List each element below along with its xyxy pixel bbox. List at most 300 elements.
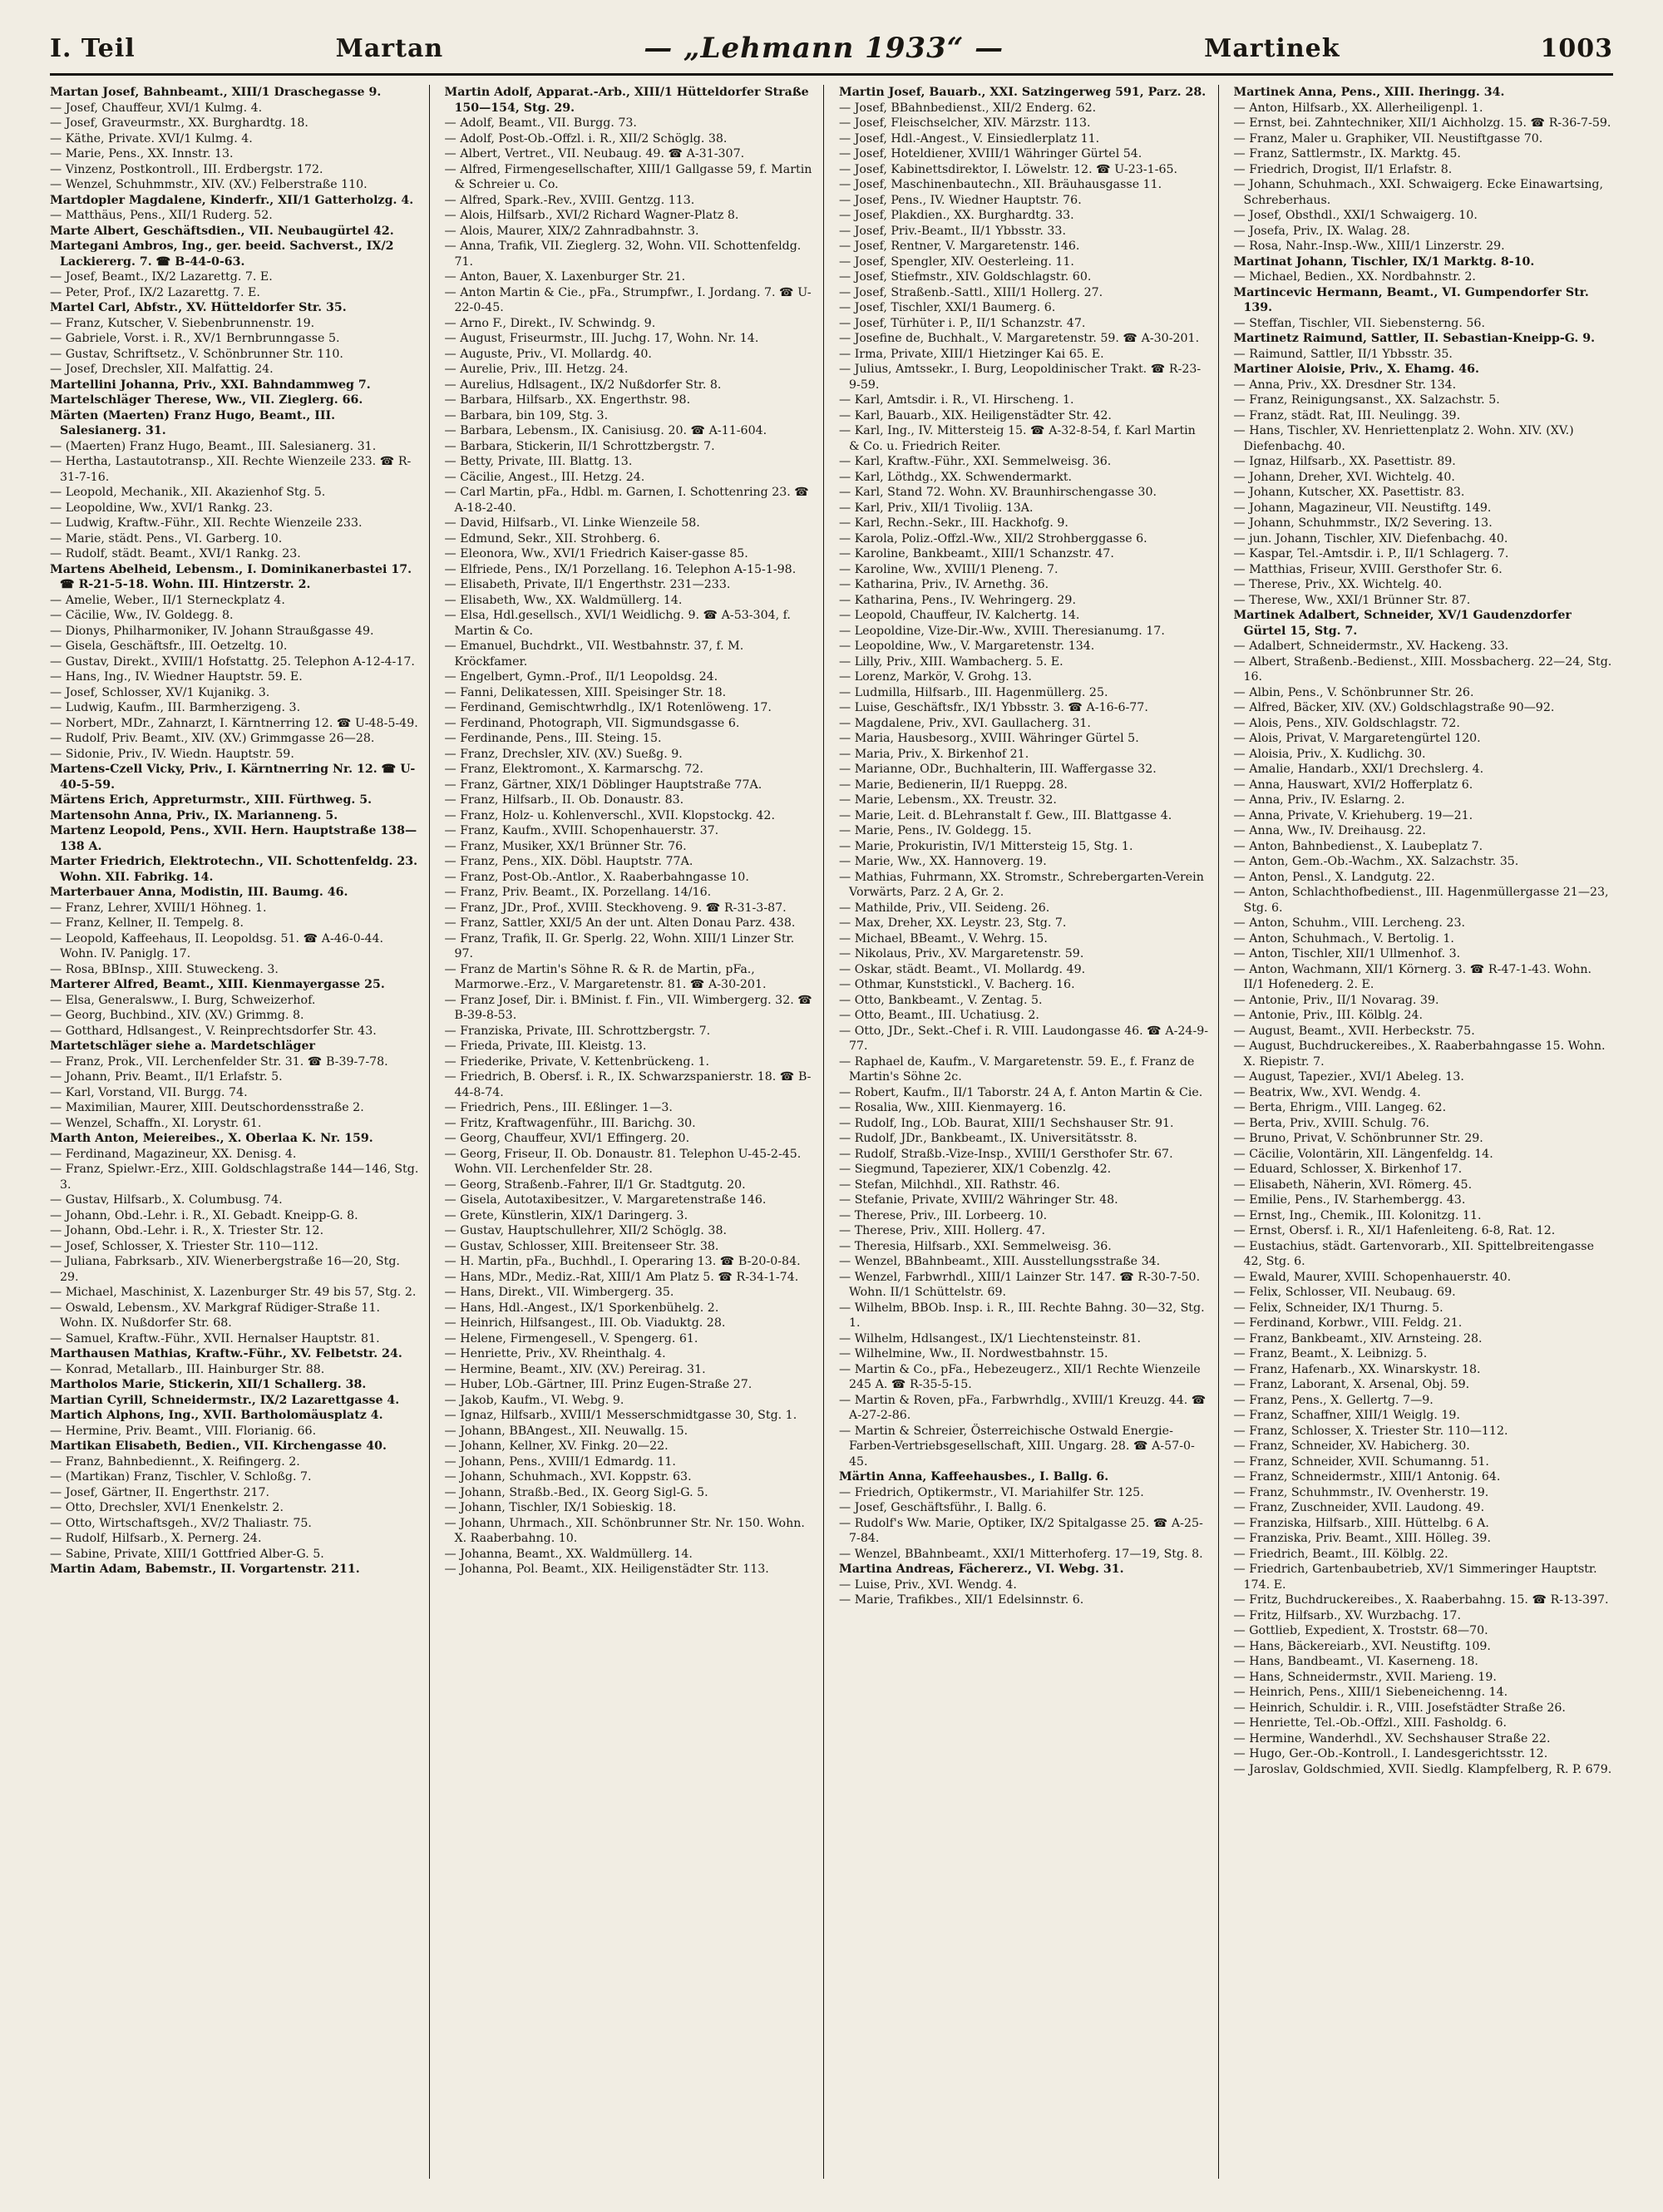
directory-entry: — Hermine, Wanderhdl., XV. Sechshauser Straße 22. — [1233, 1731, 1551, 1745]
directory-entry: Martens Abelheid, Lebensm., I. Dominikanerbastei 17. ☎ R-21-5-18. Wohn. III. Hintzerstr. 2. — [50, 562, 412, 591]
directory-entry: Märtin Anna, Kaffeehausbes., I. Ballg. 6. — [839, 1470, 1109, 1484]
directory-entry: — Franz Josef, Dir. i. BMinist. f. Fin., VII. Wimbergerg. 32. ☎ B-39-8-53. — [444, 993, 812, 1022]
directory-entry: — Josef, Stiefmstr., XIV. Goldschlagstr. 60. — [839, 270, 1092, 284]
directory-entry: — Johann, Obd.-Lehr. i. R., XI. Gebadt. Kneipp-G. 8. — [50, 1208, 358, 1222]
directory-entry: — Josef, Geschäftsführ., I. Ballg. 6. — [839, 1501, 1047, 1514]
directory-entry: — Anton, Bauer, X. Laxenburger Str. 21. — [444, 270, 686, 284]
directory-entry: — Franz, städt. Rat, III. Neulingg. 39. — [1233, 408, 1461, 422]
directory-entry: — Auguste, Priv., VI. Mollardg. 40. — [444, 347, 652, 361]
directory-entry: — Gabriele, Vorst. i. R., XV/1 Bernbrunngasse 5. — [50, 332, 340, 345]
directory-entry: — Karl, Ing., IV. Mittersteig 15. ☎ A-32-8-54, f. Karl Martin & Co. u. Friedrich Reiter. — [839, 424, 1196, 453]
directory-entry: Märten (Maerten) Franz Hugo, Beamt., III. Salesianerg. 31. — [50, 408, 336, 437]
directory-entry: — Wenzel, Farbwrhdl., XIII/1 Lainzer Str. 147. ☎ R-30-7-50. Wohn. II/1 Schüttelstr. 69. — [839, 1270, 1201, 1299]
left-running-head: Martan — [335, 33, 444, 63]
directory-entry: Marthausen Mathias, Kraftw.-Führ., XV. Felbetstr. 24. — [50, 1347, 402, 1360]
directory-entry: — Barbara, Stickerin, II/1 Schrottzbergstr. 7. — [444, 439, 715, 453]
column-2 — [445, 85, 825, 2179]
directory-entry: — Luise, Geschäftsfr., IX/1 Ybbsstr. 3. ☎ A-16-6-77. — [839, 701, 1148, 714]
directory-entry: — Franz, Drechsler, XIV. (XV.) Sueßg. 9. — [444, 747, 683, 761]
directory-entry: — Grete, Künstlerin, XIX/1 Daringerg. 3. — [444, 1208, 688, 1222]
directory-entry: — Matthäus, Pens., XII/1 Ruderg. 52. — [50, 209, 273, 222]
directory-entry: — Friedrich, Drogist, II/1 Erlafstr. 8. — [1233, 162, 1453, 176]
directory-entry: — Leopold, Mechanik., XII. Akazienhof Stg. 5. — [50, 486, 326, 499]
directory-entry: — Martin & Co., pFa., Hebezeugerz., XII/1 Rechte Wienzeile 245 A. ☎ R-35-5-15. — [839, 1362, 1201, 1391]
directory-entry: — Wilhelmine, Ww., II. Nordwestbahnstr. 15. — [839, 1347, 1108, 1360]
directory-entry: — Gisela, Geschäftsfr., III. Oetzeltg. 10. — [50, 639, 288, 653]
directory-entry: — Cäcilie, Angest., III. Hetzg. 24. — [444, 470, 645, 484]
directory-entry: — Wenzel, Schuhmmstr., XIV. (XV.) Felberstraße 110. — [50, 178, 368, 191]
directory-entry: — Josef, Schlosser, X. Triester Str. 110—112. — [50, 1239, 318, 1253]
directory-entry: — Julius, Amtssekr., I. Burg, Leopoldinischer Trakt. ☎ R-23-9-59. — [839, 363, 1202, 392]
directory-entry: — Henriette, Priv., XV. Rheinthalg. 4. — [444, 1347, 666, 1360]
directory-entry: — Dionys, Philharmoniker, IV. Johann Straußgasse 49. — [50, 624, 374, 638]
directory-entry: — Fanni, Delikatessen, XIII. Speisinger Str. 18. — [444, 685, 727, 699]
directory-entry: — Albert, Vertret., VII. Neubaug. 49. ☎ A-31-307. — [444, 147, 745, 160]
directory-entry: — Franz, Lehrer, XVIII/1 Höhneg. 1. — [50, 901, 267, 915]
directory-entry: — Therese, Priv., XX. Wichtelg. 40. — [1233, 578, 1443, 591]
directory-entry: — (Martikan) Franz, Tischler, V. Schloßg. 7. — [50, 1470, 312, 1484]
directory-entry: — Jaroslav, Goldschmied, XVII. Siedlg. Klampfelberg, R. P. 679. — [1233, 1762, 1612, 1776]
directory-entry: — Josefa, Priv., IX. Walag. 28. — [1233, 224, 1410, 238]
directory-entry: — Vinzenz, Postkontroll., III. Erdbergstr. 172. — [50, 162, 323, 176]
directory-entry: — Franz, Schneidermstr., XIII/1 Antonig. 64. — [1233, 1470, 1501, 1484]
directory-entry: — Marie, Bedienerin, II/1 Rueppg. 28. — [839, 778, 1068, 792]
directory-entry: — Oswald, Lebensm., XV. Markgraf Rüdiger-Straße 11. Wohn. IX. Nußdorfer Str. 68. — [50, 1301, 380, 1330]
directory-entry: — (Maerten) Franz Hugo, Beamt., III. Salesianerg. 31. — [50, 439, 377, 453]
directory-entry: — Wilhelm, Hdlsangest., IX/1 Liechtensteinstr. 81. — [839, 1331, 1142, 1345]
directory-entry: — Anton, Pensl., X. Landgutg. 22. — [1233, 870, 1435, 884]
directory-entry: — Josef, Straßenb.-Sattl., XIII/1 Hollerg. 27. — [839, 285, 1103, 299]
directory-entry: — Franz, Schaffner, XIII/1 Weiglg. 19. — [1233, 1409, 1460, 1422]
directory-entry: — Anton, Tischler, XII/1 Ullmenhof. 3. — [1233, 947, 1461, 960]
directory-entry: Martincevic Hermann, Beamt., VI. Gumpendorfer Str. 139. — [1233, 285, 1589, 314]
directory-entry: — Karl, Vorstand, VII. Burgg. 74. — [50, 1085, 248, 1099]
directory-entry: — Franziska, Priv. Beamt., XIII. Hölleg. 39. — [1233, 1532, 1491, 1545]
directory-entry: — Albin, Pens., V. Schönbrunner Str. 26. — [1233, 685, 1474, 699]
directory-entry: — Steffan, Tischler, VII. Siebensterng. 56. — [1233, 316, 1485, 330]
directory-entry: Martikan Elisabeth, Bedien., VII. Kirchengasse 40. — [50, 1439, 387, 1453]
directory-entry: — Emilie, Pens., IV. Starhembergg. 43. — [1233, 1193, 1466, 1207]
directory-entry: — Max, Dreher, XX. Leystr. 23, Stg. 7. — [839, 916, 1067, 930]
directory-entry: — Adalbert, Schneidermstr., XV. Hackeng. 33. — [1233, 639, 1509, 653]
directory-entry: — H. Martin, pFa., Buchhdl., I. Operaring 13. ☎ B-20-0-84. — [444, 1255, 801, 1268]
directory-entry: — Franz de Martin's Söhne R. & R. de Martin, pFa., Marmorwe.-Erz., V. Margaretenstr. 81. ☎ A-30-201. — [444, 962, 767, 991]
directory-entry: — Leopold, Kaffeehaus, II. Leopoldsg. 51. ☎ A-46-0-44. Wohn. IV. Paniglg. 17. — [50, 931, 384, 960]
directory-entry: — Antonie, Priv., II/1 Novarag. 39. — [1233, 993, 1439, 1007]
directory-entry: — Martin & Roven, pFa., Farbwrhdlg., XVIII/1 Kreuzg. 44. ☎ A-27-2-86. — [839, 1393, 1207, 1422]
directory-entry: — Lorenz, Markör, V. Grohg. 13. — [839, 670, 1032, 684]
directory-entry: — Fritz, Buchdruckereibes., X. Raaberbahng. 15. ☎ R-13-397. — [1233, 1593, 1609, 1607]
directory-entry: — Eustachius, städt. Gartenvorarb., XII. Spittelbreitengasse 42, Stg. 6. — [1233, 1239, 1594, 1268]
directory-entry: — August, Beamt., XVII. Herbeckstr. 75. — [1233, 1024, 1475, 1038]
directory-entry: — Ludmilla, Hilfsarb., III. Hagenmüllerg. 25. — [839, 685, 1108, 699]
directory-entry: — Edmund, Sekr., XII. Strohberg. 6. — [444, 531, 661, 546]
directory-entry: Martel Carl, Abfstr., XV. Hütteldorfer Str. 35. — [50, 301, 347, 314]
directory-entry: — Kaspar, Tel.-Amtsdir. i. P., II/1 Schlagerg. 7. — [1233, 547, 1509, 560]
directory-entry: Martensohn Anna, Priv., IX. Marianneng. 5. — [50, 808, 338, 822]
directory-entry: — Sabine, Private, XIII/1 Gottfried Alber-G. 5. — [50, 1547, 324, 1561]
directory-entry: — Aloisia, Priv., X. Kudlichg. 30. — [1233, 747, 1426, 761]
directory-entry: — Franz, Reinigungsanst., XX. Salzachstr. 5. — [1233, 393, 1500, 407]
directory-entry: — Anton, Hilfsarb., XX. Allerheiligenpl. 1. — [1233, 101, 1483, 115]
directory-entry: — Peter, Prof., IX/2 Lazarettg. 7. E. — [50, 285, 260, 299]
directory-entry: Martinat Johann, Tischler, IX/1 Marktg. 8-10. — [1233, 254, 1535, 269]
directory-entry: — Franz, Laborant, X. Arsenal, Obj. 59. — [1233, 1378, 1470, 1391]
directory-entry: — Felix, Schlosser, VII. Neubaug. 69. — [1233, 1286, 1456, 1299]
directory-entry: — Michael, BBeamt., V. Wehrg. 15. — [839, 931, 1048, 946]
directory-entry: — Helene, Firmengesell., V. Spengerg. 61. — [444, 1331, 698, 1345]
page-header — [50, 23, 1613, 76]
directory-entry: Martiner Aloisie, Priv., X. Ehamg. 46. — [1233, 363, 1479, 376]
directory-entry: — Otto, JDr., Sekt.-Chef i. R. VIII. Laudongasse 46. ☎ A-24-9-77. — [839, 1024, 1209, 1053]
directory-entry: — Adolf, Beamt., VII. Burgg. 73. — [444, 116, 637, 130]
directory-entry: — Johann, Uhrmach., XII. Schönbrunner Str. Nr. 150. Wohn. X. Raaberbahng. 10. — [444, 1516, 805, 1545]
directory-entry: — Johann, Schuhmmstr., IX/2 Severing. 13. — [1233, 516, 1493, 530]
directory-entry: — Marie, Leit. d. BLehranstalt f. Gew., III. Blattgasse 4. — [839, 808, 1172, 822]
directory-entry: — Johann, Kutscher, XX. Pasettistr. 83. — [1233, 486, 1465, 499]
directory-entry: — Karl, Kraftw.-Führ., XXI. Semmelweisg. 36. — [839, 455, 1112, 468]
directory-entry: — Otto, Wirtschaftsgeh., XV/2 Thaliastr. 75. — [50, 1516, 312, 1530]
directory-entry: Martetschläger siehe a. Mardetschläger — [50, 1039, 315, 1053]
directory-entry: — Franz, Schneider, XV. Habicherg. 30. — [1233, 1439, 1470, 1453]
directory-entry: — Rudolf, JDr., Bankbeamt., IX. Universitätsstr. 8. — [839, 1132, 1137, 1145]
directory-entry: Martinetz Raimund, Sattler, II. Sebastian-Kneipp-G. 9. — [1233, 332, 1596, 345]
directory-entry: — Hans, Ing., IV. Wiedner Hauptstr. 59. E. — [50, 670, 303, 684]
directory-entry: — Leopoldine, Ww., V. Margaretenstr. 134. — [839, 639, 1095, 653]
directory-entry: — Elisabeth, Näherin, XVI. Römerg. 45. — [1233, 1178, 1473, 1192]
directory-entry: — Karl, Löthdg., XX. Schwendermarkt. — [839, 470, 1073, 484]
directory-entry: — Henriette, Tel.-Ob.-Offzl., XIII. Fasholdg. 6. — [1233, 1716, 1507, 1730]
directory-entry: — Josef, Fleischselcher, XIV. Märzstr. 113. — [839, 116, 1091, 130]
directory-entry: — Gustav, Schlosser, XIII. Breitenseer Str. 38. — [444, 1239, 719, 1253]
directory-entry: — Johanna, Pol. Beamt., XIX. Heiligenstädter Str. 113. — [444, 1563, 769, 1576]
directory-entry: Martegani Ambros, Ing., ger. beeid. Sachverst., IX/2 Lackiererg. 7. ☎ B-44-0-63. — [50, 239, 394, 269]
directory-entry: — Johann, Dreher, XVI. Wichtelg. 40. — [1233, 470, 1455, 484]
directory-entry: — Johann, Pens., XVIII/1 Edmardg. 11. — [444, 1454, 676, 1469]
directory-entry: — Jakob, Kaufm., VI. Webg. 9. — [444, 1393, 624, 1407]
directory-entry: — Wenzel, Schaffn., XI. Lorystr. 61. — [50, 1116, 262, 1130]
section-label: I. Teil — [50, 33, 136, 63]
directory-entry: — Engelbert, Gymn.-Prof., II/1 Leopoldsg. 24. — [444, 670, 718, 684]
directory-entry: — Ignaz, Hilfsarb., XX. Pasettistr. 89. — [1233, 455, 1456, 468]
directory-entry: — Martin & Schreier, Österreichische Ostwald Energie-Farben-Vertriebsgesellschaft, XIII. Ungarg. 28. ☎ A-57-0-45. — [839, 1424, 1195, 1469]
directory-entry: — Barbara, Hilfsarb., XX. Engerthstr. 98. — [444, 393, 691, 407]
directory-entry: — Marie, Ww., XX. Hannoverg. 19. — [839, 855, 1047, 868]
directory-entry: — Karl, Bauarb., XIX. Heiligenstädter Str. 42. — [839, 408, 1112, 422]
directory-entry: Martin Josef, Bauarb., XXI. Satzingerweg 591, Parz. 28. — [839, 86, 1207, 99]
directory-entry: — Marie, Lebensm., XX. Treustr. 32. — [839, 793, 1057, 807]
directory-entry: — Josef, Tischler, XXI/1 Baumerg. 6. — [839, 301, 1056, 314]
directory-entry: — Anna, Priv., IV. Eslarng. 2. — [1233, 793, 1405, 807]
directory-entry: — Franz, Schneider, XVII. Schumanng. 51. — [1233, 1454, 1489, 1469]
directory-entry: — Josef, Kabinettsdirektor, I. Löwelstr. 12. ☎ U-23-1-65. — [839, 162, 1178, 176]
directory-entry: — Franz, Bankbeamt., XIV. Arnsteing. 28. — [1233, 1331, 1483, 1345]
directory-entry: — Johann, Priv. Beamt., II/1 Erlafstr. 5. — [50, 1070, 283, 1084]
directory-entry: — Hugo, Ger.-Ob.-Kontroll., I. Landesgerichtsstr. 12. — [1233, 1747, 1548, 1760]
directory-entry: — Robert, Kaufm., II/1 Taborstr. 24 A, f. Anton Martin & Cie. — [839, 1085, 1203, 1099]
directory-entry: — Alfred, Bäcker, XIV. (XV.) Goldschlagstraße 90—92. — [1233, 701, 1555, 714]
directory-entry: — Karl, Rechn.-Sekr., III. Hackhofg. 9. — [839, 516, 1068, 530]
directory-entry: — Johann, BBAngest., XII. Neuwallg. 15. — [444, 1424, 688, 1438]
directory-entry: — Nikolaus, Priv., XV. Margaretenstr. 59. — [839, 947, 1084, 960]
directory-entry: — Hans, Bäckereiarb., XVI. Neustiftg. 109. — [1233, 1639, 1491, 1653]
directory-entry: — Alfred, Firmengesellschafter, XIII/1 Gallgasse 59, f. Martin & Schreier u. Co. — [444, 162, 812, 191]
directory-entry: — Hans, Schneidermstr., XVII. Marieng. 19. — [1233, 1670, 1497, 1684]
directory-entry: — Josef, Graveurmstr., XX. Burghardtg. 18. — [50, 116, 308, 130]
directory-entry: — Karl, Priv., XII/1 Tivoliig. 13A. — [839, 501, 1034, 515]
directory-entry: — Käthe, Private. XVI/1 Kulmg. 4. — [50, 131, 253, 146]
directory-entry: — Hans, Bandbeamt., VI. Kaserneng. 18. — [1233, 1655, 1478, 1668]
directory-entry: — Oskar, städt. Beamt., VI. Mollardg. 49. — [839, 962, 1086, 976]
directory-entry: — Marie, Trafikbes., XII/1 Edelsinnstr. 6. — [839, 1593, 1084, 1607]
directory-entry: — Katharina, Priv., IV. Arnethg. 36. — [839, 578, 1049, 591]
directory-entry: Martellini Johanna, Priv., XXI. Bahndammweg 7. — [50, 378, 371, 392]
directory-entry: — Eleonora, Ww., XVI/1 Friedrich Kaiser-gasse 85. — [444, 547, 748, 560]
directory-entry: — Karoline, Bankbeamt., XIII/1 Schanzstr. 47. — [839, 547, 1114, 560]
directory-entry: — Franz, Hilfsarb., II. Ob. Donaustr. 83. — [444, 793, 684, 807]
directory-entry: — Fritz, Hilfsarb., XV. Wurzbachg. 17. — [1233, 1608, 1461, 1622]
directory-entry: — Aurelius, Hdlsagent., IX/2 Nußdorfer Str. 8. — [444, 378, 722, 392]
directory-entry: — Franz, Bahnbediennt., X. Reifingerg. 2. — [50, 1454, 300, 1469]
directory-entry: — Franziska, Hilfsarb., XIII. Hüttelbg. 6 A. — [1233, 1516, 1489, 1530]
directory-entry: — Anton, Schuhmach., V. Bertolig. 1. — [1233, 931, 1454, 946]
directory-entry: — Cäcilie, Ww., IV. Goldegg. 8. — [50, 609, 234, 622]
directory-entry: — Otto, Drechsler, XVI/1 Enenkelstr. 2. — [50, 1501, 284, 1514]
directory-entry: — Amelie, Weber., II/1 Sterneckplatz 4. — [50, 593, 285, 607]
directory-entry: — Leopold, Chauffeur, IV. Kalchertg. 14. — [839, 609, 1080, 622]
directory-entry: — Elfriede, Pens., IX/1 Porzellang. 16. Telephon A-15-1-98. — [444, 562, 797, 576]
directory-entry: — Franz, Hafenarb., XX. Winarskystr. 18. — [1233, 1362, 1481, 1376]
directory-entry: — Johann, Kellner, XV. Finkg. 20—22. — [444, 1439, 669, 1453]
directory-entry: Martinek Adalbert, Schneider, XV/1 Gaudenzdorfer Gürtel 15, Stg. 7. — [1233, 609, 1572, 638]
directory-entry: — Carl Martin, pFa., Hdbl. m. Garnen, I. Schottenring 23. ☎ A-18-2-40. — [444, 486, 809, 515]
directory-entry: — Josef, Hdl.-Angest., V. Einsiedlerplatz 11. — [839, 131, 1100, 146]
directory-entry: — Georg, Buchbind., XIV. (XV.) Grimmg. 8. — [50, 1009, 304, 1022]
directory-entry: — Franz, Kaufm., XVIII. Schopenhauerstr. 37. — [444, 824, 719, 837]
directory-entry: — Franz, Pens., XIX. Döbl. Hauptstr. 77A. — [444, 855, 693, 868]
directory-entry: — August, Tapezier., XVI/1 Abeleg. 13. — [1233, 1070, 1464, 1084]
directory-entry: — Therese, Ww., XXI/1 Brünner Str. 87. — [1233, 593, 1471, 607]
directory-entry: — Josef, Chauffeur, XVI/1 Kulmg. 4. — [50, 101, 263, 115]
directory-entry: — Beatrix, Ww., XVI. Wendg. 4. — [1233, 1085, 1421, 1099]
directory-entry: Martinek Anna, Pens., XIII. Iheringg. 34. — [1233, 86, 1505, 99]
directory-entry: — Amalie, Handarb., XXI/1 Drechslerg. 4. — [1233, 763, 1484, 776]
directory-entry: — Marie, Pens., IV. Goldegg. 15. — [839, 824, 1032, 837]
directory-entry: — Josef, Schlosser, XV/1 Kujanikg. 3. — [50, 685, 270, 699]
directory-entry: — Anna, Trafik, VII. Zieglerg. 32, Wohn. VII. Schottenfeldg. 71. — [444, 239, 802, 269]
directory-entry: Marth Anton, Meiereibes., X. Oberlaa K. Nr. 159. — [50, 1132, 373, 1145]
directory-entry: — Mathias, Fuhrmann, XX. Stromstr., Schrebergarten-Verein Vorwärts, Parz. 2 A, Gr. 2. — [839, 870, 1204, 899]
directory-entry: — Katharina, Pens., IV. Wehringerg. 29. — [839, 593, 1076, 607]
directory-entry: — Rosalia, Ww., XIII. Kienmayerg. 16. — [839, 1101, 1067, 1114]
directory-entry: Martdopler Magdalene, Kinderfr., XII/1 Gatterholzg. 4. — [50, 193, 414, 207]
directory-entry: Martholos Marie, Stickerin, XII/1 Schallerg. 38. — [50, 1378, 367, 1391]
directory-entry: — Johann, Straßb.-Bed., IX. Georg Sigl-G. 5. — [444, 1485, 708, 1499]
directory-entry: — Lilly, Priv., XIII. Wambacherg. 5. E. — [839, 654, 1063, 669]
directory-entry: — Karoline, Ww., XVIII/1 Pleneng. 7. — [839, 562, 1058, 576]
directory-entry: — Norbert, MDr., Zahnarzt, I. Kärntnerring 12. ☎ U-48-5-49. — [50, 716, 418, 730]
directory-entry: — jun. Johann, Tischler, XIV. Diefenbachg. 40. — [1233, 531, 1508, 546]
directory-entry: — Josef, Obsthdl., XXI/1 Schwaigerg. 10. — [1233, 209, 1478, 222]
directory-entry: — Frieda, Private, III. Kleistg. 13. — [444, 1039, 647, 1053]
directory-entry: — Michael, Bedien., XX. Nordbahnstr. 2. — [1233, 270, 1476, 284]
directory-entry: — Rudolf, städt. Beamt., XVI/1 Rankg. 23. — [50, 547, 301, 560]
directory-entry: — Friedrich, B. Obersf. i. R., IX. Schwarzspanierstr. 18. ☎ B-44-8-74. — [444, 1070, 812, 1099]
directory-entry: — Franz, Pens., X. Gellertg. 7—9. — [1233, 1393, 1434, 1407]
directory-entry: — Anton, Schlachthofbedienst., III. Hagenmüllergasse 21—23, Stg. 6. — [1233, 886, 1609, 915]
directory-entry: — Ernst, Obersf. i. R., XI/1 Hafenleiteng. 6-8, Rat. 12. — [1233, 1224, 1556, 1237]
directory-entry: — Franz, Spielwr.-Erz., XIII. Goldschlagstraße 144—146, Stg. 3. — [50, 1163, 419, 1192]
column-1 — [50, 85, 430, 2179]
directory-entry: — Albert, Straßenb.-Bedienst., XIII. Mossbacherg. 22—24, Stg. 16. — [1233, 654, 1612, 684]
directory-entry: — Gustav, Schriftsetz., V. Schönbrunner Str. 110. — [50, 347, 343, 361]
directory-entry: — Marie, Pens., XX. Innstr. 13. — [50, 147, 234, 160]
directory-entry: — Elsa, Hdl.gesellsch., XVI/1 Weidlichg. 9. ☎ A-53-304, f. Martin & Co. — [444, 609, 791, 638]
directory-entry: — Franz, Beamt., X. Leibnizg. 5. — [1233, 1347, 1428, 1360]
directory-entry: — Rudolf, Straßb.-Vize-Insp., XVIII/1 Gersthofer Str. 67. — [839, 1147, 1173, 1161]
directory-entry: — Irma, Private, XIII/1 Hietzinger Kai 65. E. — [839, 347, 1104, 361]
directory-entry: — Ferdinande, Pens., III. Steing. 15. — [444, 732, 662, 745]
directory-entry: — Ferdinand, Magazineur, XX. Denisg. 4. — [50, 1147, 297, 1161]
directory-entry: — Gustav, Direkt., XVIII/1 Hofstattg. 25. Telephon A-12-4-17. — [50, 654, 415, 669]
directory-entry: — Marianne, ODr., Buchhalterin, III. Waffergasse 32. — [839, 763, 1157, 776]
directory-entry: — Magdalene, Priv., XVI. Gaullacherg. 31. — [839, 716, 1091, 730]
directory-entry: — Alois, Maurer, XIX/2 Zahnradbahnstr. 3. — [444, 224, 699, 238]
directory-entry: — Anna, Priv., XX. Dresdner Str. 134. — [1233, 378, 1457, 392]
directory-entry: Marterer Alfred, Beamt., XIII. Kienmayergasse 25. — [50, 978, 385, 991]
directory-entry: — Karl, Stand 72. Wohn. XV. Braunhirschengasse 30. — [839, 486, 1157, 499]
directory-entry: — Josef, Hoteldiener, XVIII/1 Währinger Gürtel 54. — [839, 147, 1142, 160]
directory-entry: — Marie, Prokuristin, IV/1 Mittersteig 15, Stg. 1. — [839, 839, 1133, 853]
directory-entry: — Ferdinand, Photograph, VII. Sigmundsgasse 6. — [444, 716, 740, 730]
directory-entry: — Rosa, BBInsp., XIII. Stuweckeng. 3. — [50, 962, 279, 976]
directory-entry: — Franziska, Private, III. Schrottzbergstr. 7. — [444, 1024, 711, 1038]
directory-entry: — Ewald, Maurer, XVIII. Schopenhauerstr. 40. — [1233, 1270, 1512, 1284]
column-3 — [839, 85, 1219, 2179]
directory-entry: — Josef, Rentner, V. Margaretenstr. 146. — [839, 239, 1080, 253]
directory-entry: — Heinrich, Schuldir. i. R., VIII. Josefstädter Straße 26. — [1233, 1701, 1566, 1715]
directory-entry: — Johann, Tischler, IX/1 Sobieskig. 18. — [444, 1501, 677, 1514]
directory-entry: — Friedrich, Gartenbaubetrieb, XV/1 Simmeringer Hauptstr. 174. E. — [1233, 1563, 1597, 1592]
directory-entry: — Samuel, Kraftw.-Führ., XVII. Hernalser Hauptstr. 81. — [50, 1331, 380, 1345]
directory-entry: — Franz, Kellner, II. Tempelg. 8. — [50, 916, 244, 930]
directory-entry: — Karola, Poliz.-Offzl.-Ww., XII/2 Strohberggasse 6. — [839, 531, 1147, 546]
directory-entry: — Alois, Pens., XIV. Goldschlagstr. 72. — [1233, 716, 1460, 730]
directory-entry: — Berta, Ehrigm., VIII. Langeg. 62. — [1233, 1101, 1447, 1114]
directory-entry: — Felix, Schneider, IX/1 Thurng. 5. — [1233, 1301, 1443, 1315]
directory-entry: — Othmar, Kunststickl., V. Bacherg. 16. — [839, 978, 1075, 991]
directory-entry: — Franz, Gärtner, XIX/1 Döblinger Hauptstraße 77A. — [444, 778, 762, 792]
directory-entry: — Cäcilie, Volontärin, XII. Längenfeldg. 14. — [1233, 1147, 1493, 1161]
directory-entry: — Stefanie, Private, XVIII/2 Währinger Str. 48. — [839, 1193, 1118, 1207]
directory-entry: — Franz, Post-Ob.-Antlor., X. Raaberbahngasse 10. — [444, 870, 749, 884]
directory-entry: — Wenzel, BBahnbeamt., XIII. Ausstellungsstraße 34. — [839, 1255, 1161, 1268]
directory-entry: — Hans, Hdl.-Angest., IX/1 Sporkenbühelg. 2. — [444, 1301, 719, 1315]
directory-entry: — Raphael de, Kaufm., V. Margaretenstr. 59. E., f. Franz de Martin's Söhne 2c. — [839, 1054, 1195, 1084]
directory-entry: — Hermine, Priv. Beamt., VIII. Florianig. 66. — [50, 1424, 317, 1438]
directory-entry: — Therese, Priv., XIII. Hollerg. 47. — [839, 1224, 1046, 1237]
directory-entry: — Elisabeth, Private, II/1 Engerthstr. 231—233. — [444, 578, 731, 591]
directory-entry: — Franz, Elektromont., X. Karmarschg. 72. — [444, 763, 703, 776]
directory-entry: — August, Friseurmstr., III. Juchg. 17, Wohn. Nr. 14. — [444, 332, 759, 345]
directory-entry: — Georg, Friseur, II. Ob. Donaustr. 81. Telephon U-45-2-45. Wohn. VII. Lerchenfelder Str. 28. — [444, 1147, 802, 1176]
directory-entry: Marter Friedrich, Elektrotechn., VII. Schottenfeldg. 23. Wohn. XII. Fabrikg. 14. — [50, 855, 418, 884]
directory-entry: — Anton Martin & Cie., pFa., Strumpfwr., I. Jordang. 7. ☎ U-22-0-45. — [444, 285, 812, 314]
directory-entry: Martin Adam, Babemstr., II. Vorgartenstr. 211. — [50, 1563, 360, 1576]
directory-entry: — Otto, Bankbeamt., V. Zentag. 5. — [839, 993, 1043, 1007]
directory-entry: — August, Buchdruckereibes., X. Raaberbahngasse 15. Wohn. X. Riepistr. 7. — [1233, 1039, 1606, 1069]
directory-entry: Marte Albert, Geschäftsdien., VII. Neubaugürtel 42. — [50, 224, 394, 238]
directory-entry: — Rudolf, Hilfsarb., X. Pernerg. 24. — [50, 1532, 262, 1545]
directory-entry: — Betty, Private, III. Blattg. 13. — [444, 455, 633, 468]
directory-entry: — Karl, Amtsdir. i. R., VI. Hirscheng. 1. — [839, 393, 1074, 407]
directory-entry: — Otto, Beamt., III. Uchatiusg. 2. — [839, 1009, 1039, 1022]
directory-entry: — Alois, Privat, V. Margaretengürtel 120. — [1233, 732, 1481, 745]
directory-entry: — Adolf, Post-Ob.-Offzl. i. R., XII/2 Schöglg. 38. — [444, 131, 728, 146]
directory-entry: — Gottlieb, Expedient, X. Troststr. 68—70. — [1233, 1624, 1488, 1637]
directory-entry: Martens-Czell Vicky, Priv., I. Kärntnerring Nr. 12. ☎ U-40-5-59. — [50, 763, 416, 792]
directory-entry: — Anna, Hauswart, XVI/2 Hofferplatz 6. — [1233, 778, 1473, 792]
directory-entry: — Stefan, Milchhdl., XII. Rathstr. 46. — [839, 1178, 1060, 1192]
directory-entry: — Eduard, Schlosser, X. Birkenhof 17. — [1233, 1163, 1463, 1176]
directory-entry: — Friederike, Private, V. Kettenbrückeng. 1. — [444, 1054, 710, 1069]
directory-entry: — Maria, Hausbesorg., XVIII. Währinger Gürtel 5. — [839, 732, 1139, 745]
directory-entry: — Hans, Tischler, XV. Henriettenplatz 2. Wohn. XIV. (XV.) Diefenbachg. 40. — [1233, 424, 1574, 453]
directory-entry: — Ignaz, Hilfsarb., XVIII/1 Messerschmidtgasse 30, Stg. 1. — [444, 1409, 797, 1422]
directory-entry: — Josefine de, Buchhalt., V. Margaretenstr. 59. ☎ A-30-201. — [839, 332, 1200, 345]
directory-entry: — Franz, Sattlermstr., IX. Marktg. 45. — [1233, 147, 1461, 160]
directory-entry: — Rudolf, Priv. Beamt., XIV. (XV.) Grimmgasse 26—28. — [50, 732, 375, 745]
column-4 — [1234, 85, 1614, 2179]
right-running-head: Martinek — [1204, 33, 1340, 63]
directory-entry: — Friedrich, Beamt., III. Kölblg. 22. — [1233, 1547, 1448, 1561]
directory-entry: — Josef, Plakdien., XX. Burghardtg. 33. — [839, 209, 1074, 222]
directory-entry: — Heinrich, Hilfsangest., III. Ob. Viaduktg. 28. — [444, 1316, 726, 1330]
directory-entry: — Gustav, Hilfsarb., X. Columbusg. 74. — [50, 1193, 283, 1207]
directory-entry: — Franz, Musiker, XX/1 Brünner Str. 76. — [444, 839, 687, 853]
directory-entry: — Alois, Hilfsarb., XVI/2 Richard Wagner-Platz 8. — [444, 209, 739, 222]
directory-entry: — Franz, Priv. Beamt., IX. Porzellang. 14/16. — [444, 886, 712, 899]
directory-entry: Martich Alphons, Ing., XVII. Bartholomäusplatz 4. — [50, 1409, 383, 1422]
directory-entry: — Franz, Zuschneider, XVII. Laudong. 49. — [1233, 1501, 1485, 1514]
directory-entry: — Franz, Maler u. Graphiker, VII. Neustiftgasse 70. — [1233, 131, 1543, 146]
directory-entry: — Anna, Ww., IV. Dreihausg. 22. — [1233, 824, 1426, 837]
directory-entry: — Marie, städt. Pens., VI. Garberg. 10. — [50, 531, 283, 546]
directory-entry: — Hermine, Beamt., XIV. (XV.) Pereirag. 31. — [444, 1362, 706, 1376]
directory-entry: — Rosa, Nahr.-Insp.-Ww., XIII/1 Linzerstr. 29. — [1233, 239, 1505, 253]
directory-entry: — Hertha, Lastautotransp., XII. Rechte Wienzeile 233. ☎ R-31-7-16. — [50, 455, 412, 484]
directory-entry: Martan Josef, Bahnbeamt., XIII/1 Draschegasse 9. — [50, 86, 382, 99]
directory-entry: — Mathilde, Priv., VII. Seideng. 26. — [839, 901, 1050, 915]
directory-entry: Martina Andreas, Fächererz., VI. Webg. 31. — [839, 1563, 1124, 1576]
directory-entry: — Gisela, Autotaxibesitzer., V. Margaretenstraße 146. — [444, 1193, 767, 1207]
directory-entry: — Wilhelm, BBOb. Insp. i. R., III. Rechte Bahng. 30—32, Stg. 1. — [839, 1301, 1205, 1330]
directory-entry: — Rudolf's Ww. Marie, Optiker, IX/2 Spitalgasse 25. ☎ A-25-7-84. — [839, 1516, 1203, 1545]
directory-entry: — Raimund, Sattler, II/1 Ybbsstr. 35. — [1233, 347, 1453, 361]
directory-entry: Märtens Erich, Appreturmstr., XIII. Fürthweg. 5. — [50, 793, 373, 807]
directory-entry: — Anton, Bahnbedienst., X. Laubeplatz 7. — [1233, 839, 1483, 853]
directory-entry: — Josef, Pens., IV. Wiedner Hauptstr. 76. — [839, 193, 1082, 207]
directory-entry: — Ferdinand, Gemischtwrhdlg., IX/1 Rotenlöweng. 17. — [444, 701, 772, 714]
directory-entry: — Anton, Schuhm., VIII. Lercheng. 23. — [1233, 916, 1465, 930]
directory-entry: — Sidonie, Priv., IV. Wiedn. Hauptstr. 59. — [50, 747, 294, 761]
directory-entry: — Konrad, Metallarb., III. Hainburger Str. 88. — [50, 1362, 325, 1376]
directory-entry: — Theresia, Hilfsarb., XXI. Semmelweisg. 36. — [839, 1239, 1112, 1253]
directory-entry: — Josef, Maschinenbautechn., XII. Bräuhausgasse 11. — [839, 178, 1162, 191]
directory-entry: — Johann, Schuhmach., XXI. Schwaigerg. Ecke Einawartsing, Schreberhaus. — [1233, 178, 1603, 207]
directory-entry: — Leopoldine, Vize-Dir.-Ww., XVIII. Theresianumg. 17. — [839, 624, 1165, 638]
directory-entry: — Josef, Priv.-Beamt., II/1 Ybbsstr. 33. — [839, 224, 1066, 238]
